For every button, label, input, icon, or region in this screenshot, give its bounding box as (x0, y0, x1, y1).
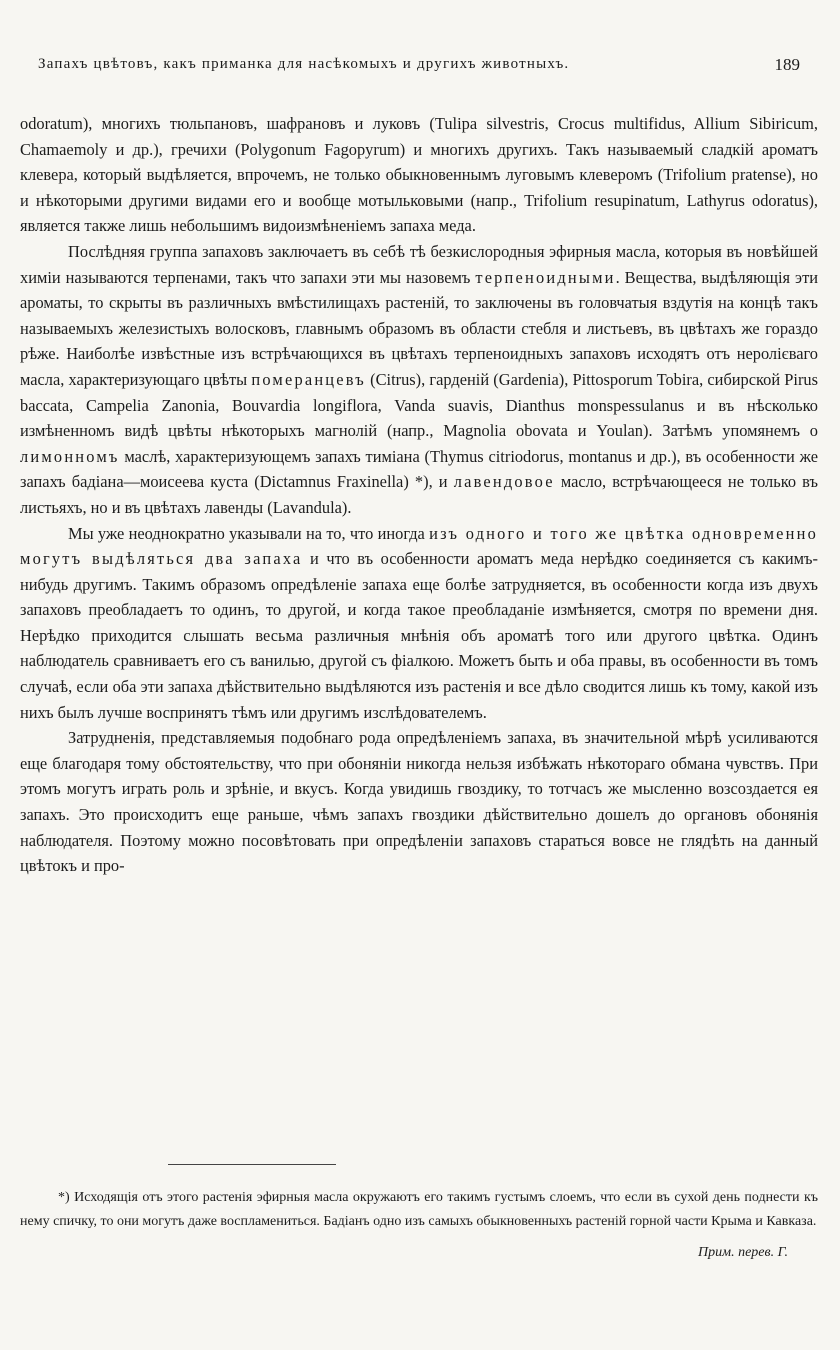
running-title: Запахъ цвѣтовъ, какъ приманка для насѣкомыхъ и другихъ животныхъ. (38, 56, 570, 72)
footnote (20, 1186, 818, 1265)
p3-part-a: Мы уже неоднократно указывали на то, что иногда (68, 523, 425, 543)
paragraph-3 (20, 521, 818, 726)
page-number: 189 (774, 55, 800, 74)
footnote-rule (168, 1164, 336, 1165)
term-terpenoid: терпеноидными (475, 267, 616, 287)
term-lavender: лавендовое (453, 472, 555, 492)
paragraph-1: odoratum), многихъ тюльпановъ, шафрановъ и луковъ (Tulipa silvestris, Crocus multifidus, Allium Sibiricum, Chamaemoly и др.), гречихи (Polygonum Fagopyrum) и многихъ другихъ. Такъ называемый сладкій ароматъ клевера, который выдѣляется, впрочемъ, не только обыкновеннымъ луговымъ клеверомъ (Trifolium pratense), но и нѣкоторыми другими видами его и вообще мотыльковыми (напр., Trifolium resupinatum, Lathyrus odoratus), является также лишь небольшимъ видоизмѣненіемъ запаха меда. (20, 114, 818, 236)
paragraph-2 (20, 239, 818, 521)
p3-part-b: и что въ особенности ароматъ меда нерѣдко соединяется съ какимъ-нибудь другимъ. Такимъ образомъ опредѣленіе запаха еще болѣе затрудняется, въ особенности когда изъ двухъ запаховъ преобладаетъ то одинъ, то другой, и когда такое преобладаніе измѣняется, смотря по времени дня. Нерѣдко приходится слышать весьма различныя мнѣнія объ ароматѣ того или другого цвѣтка. Одинъ наблюдатель сравниваетъ его съ ванилью, другой съ фіалкою. Можетъ быть и оба правы, въ особенности въ томъ случаѣ, если оба эти запаха дѣйствительно выдѣляются изъ растенія и все дѣло сводится лишь къ тому, какой изъ нихъ былъ лучше воспринятъ тѣмъ или другимъ изслѣдователемъ. (20, 549, 818, 722)
p2-part-a: Послѣдняя группа запаховъ заключаетъ въ себѣ тѣ безкислородныя эфирныя масла, которыя въ новѣйшей химіи называются терпенами, такъ что запахи эти мы назовемъ (20, 241, 818, 287)
body-text (20, 111, 818, 879)
term-orange: померанцевъ (251, 369, 366, 389)
p2-part-d: маслѣ, характеризующемъ запахъ тиміана (Thymus citriodorus, montanus и др.), въ особенности же запахъ бадіана—моисеева куста (Dictamnus Fraxinella) *), и (20, 446, 818, 492)
term-lemon: лимонномъ (20, 446, 120, 466)
p2-part-b: . Вещества, выдѣляющія эти ароматы, то скрыты въ различныхъ вмѣстилищахъ растеній, то заключены въ головчатыя вздутія на концѣ такъ называемыхъ железистыхъ волосковъ, главнымъ образомъ въ области стебля и листьевъ, въ цвѣтахъ же гораздо рѣже. Наиболѣе извѣстные изъ встрѣчающихся въ цвѣтахъ терпеноидныхъ запаховъ исходятъ отъ неролієваго масла, характеризующаго цвѣты (20, 267, 819, 389)
footnote-signature: Прим. перев. Г. (698, 1245, 788, 1260)
p2-part-e: масло, встрѣчающееся не только въ листьяхъ, но и въ цвѣтахъ лавенды (Lavandula). (20, 472, 818, 517)
p2-part-c: (Citrus), гарденій (Gardenia), Pittosporum Tobira, сибирской Pirus baccata, Campelia Zanonia, Bouvardia longiflora, Vanda suavis, Dianthus monspessulanus и въ нѣсколько измѣненномъ видѣ цвѣты нѣкоторыхъ магнолій (напр., Magnolia obovata и Youlan). Затѣмъ упомянемъ о (20, 369, 818, 441)
paragraph-4: Затрудненія, представляемыя подобнаго рода опредѣленіемъ запаха, въ значительной мѣрѣ усиливаются еще благодаря тому обстоятельству, что при обоняніи никогда нельзя избѣжать нѣкотораго обмана чувствъ. При этомъ могутъ играть роль и зрѣніе, и вкусъ. Когда увидишь гвоздику, то тотчасъ же мысленно возсоздается ея запахъ. Это происходитъ еще раньше, чѣмъ запахъ гвоздики дѣйствительно дошелъ до органовъ обонянія наблюдателя. Поэтому можно посовѣтовать при опредѣленіи запаховъ стараться вовсе не глядѣть на данный цвѣтокъ и про- (20, 728, 818, 876)
footnote-text: *) Исходящія отъ этого растенія эфирныя масла окружаютъ его такимъ густымъ слоемъ, что если въ сухой день поднести къ нему спичку, то они могутъ даже воспламениться. Бадіанъ одно изъ самыхъ обыкновенныхъ растеній горной части Крыма и Кавказа. (20, 1190, 818, 1229)
p3-emphasis: изъ одного и того же цвѣтка одновременно могутъ выдѣляться два запаха (20, 523, 818, 569)
running-header (38, 56, 800, 73)
